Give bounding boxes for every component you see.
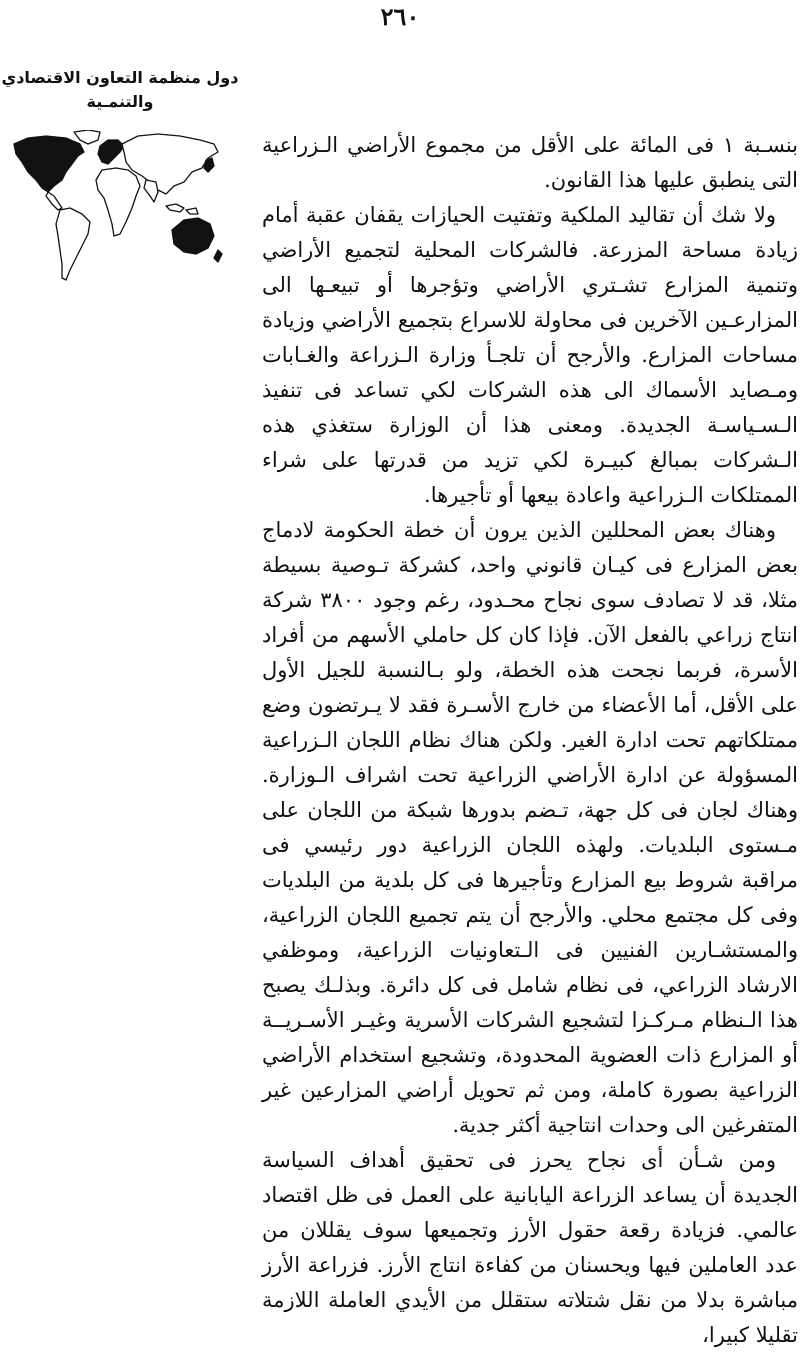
paragraph-3: وهناك بعض المحللين الذين يرون أن خطة الحكومة لادماج بعض المزارع فى كيـان قانوني واحد، كشركة تـوصية بسيطة مثلا، قد لا تصادف سوى نجاح محـدود، رغم وجود ٣٨٠٠ شركة انتاج زراعي بالفعل الآن. فإذا كان كل حاملي الأسهم من أفراد الأسرة، فربما نجحت هذه الخطة، ولو بـالنسبة للجيل الأول على الأقل، أما الأعضاء من خارج الأسـرة فقد لا يـرتضون وضع ممتلكاتهم تحت ادارة الغير. ولكن هناك نظام اللجان الـزراعية المسؤولة عن ادارة الأراضي الزراعية تحت اشراف الـوزارة. وهناك لجان فى كل جهة، تـضم بدورها شبكة من اللجان على مـستوى البلديات. ولهذه اللجان الزراعية دور رئيسي فى مراقبة شروط بيع المزارع وتأجيرها فى كل بلدية من البلديات وفى كل مجتمع محلي. والأرجح أن يتم تجميع اللجان الزراعية، والمستشـارين الفنيين فى الـتعاونيات الزراعية، وموظفي الارشاد الزراعي، فى نظام شامل فى كل دائرة. وبذلـك يصبح هذا الـنظام مـركـزا لتشجيع الشركات الأسرية وغيـر الأسـريــة أو المزارع ذات العضوية المحدودة، وتشجيع استخدام الأراضي الزراعية بصورة كاملة، ومن ثم تحويل أراضي المزارعين غير المتفرغين الى وحدات انتاجية أكثر جدية. — [262, 518, 798, 1137]
south-america-shape — [56, 208, 90, 280]
paragraph-4: ومن شـأن أى نجاح يحرز فى تحقيق أهداف السياسة الجديدة أن يساعد الزراعة اليابانية على العمل فى ظل اقتصاد عالمي. فزيادة رقعة حقول الأرز وتجميعها سوف يقللان من عدد العاملين فيها ويحسنان من كفاءة انتاج الأرز. فزراعة الأرز مباشرة بدلا من نقل شتلاته ستقلل من الأيدي العاملة اللازمة تقليلا كبيرا، — [262, 1148, 798, 1347]
sidebar-title-line2: والتنمـية — [86, 92, 154, 111]
europe-shape — [98, 140, 124, 164]
greenland-shape — [74, 130, 100, 144]
sidebar-title-line1: دول منظمة التعاون الاقتصادي — [1, 68, 239, 87]
africa-shape — [96, 168, 140, 236]
body-text — [262, 128, 798, 1353]
indonesia-shape — [166, 204, 184, 212]
sidebar-title — [0, 66, 240, 114]
japan-shape — [204, 158, 214, 172]
new-zealand-shape — [214, 250, 222, 262]
paragraph-2: ولا شك أن تقاليد الملكية وتفتيت الحيازات يقفان عقبة أمام زيادة مساحة المزرعة. فالشركات المحلية لتجميع الأراضي وتنمية المزارع تشـتري الأراضي وتؤجرها أو تبيعـها الى المزارعـين الآخرين فى محاولة للاسراع بتجميع الأراضي وزيادة مساحات المزارع. والأرجح أن تلجـأ وزارة الـزراعة والغـابات ومـصايد الأسماك الى هذه الشركات لكي تساعد فى تنفيذ الـسـياسـة الجديدة. ومعنى هذا أن الوزارة ستغذي هذه الـشركات بمبالغ كبيـرة لكي تزيد من قدرتها على شراء الممتلكات الـزراعية واعادة بيعها أو تأجيرها. — [262, 203, 798, 507]
paragraph-1: بنسـبة ١ فى المائة على الأقل من مجموع الأراضي الـزراعية التى ينطبق عليها هذا القانون. — [262, 133, 799, 192]
page-number: ٢٦٠ — [380, 2, 420, 31]
world-map-icon — [8, 130, 226, 298]
north-america-shape — [14, 136, 84, 192]
australia-shape — [172, 218, 214, 254]
central-america-shape — [46, 192, 62, 210]
india-shape — [144, 180, 158, 202]
